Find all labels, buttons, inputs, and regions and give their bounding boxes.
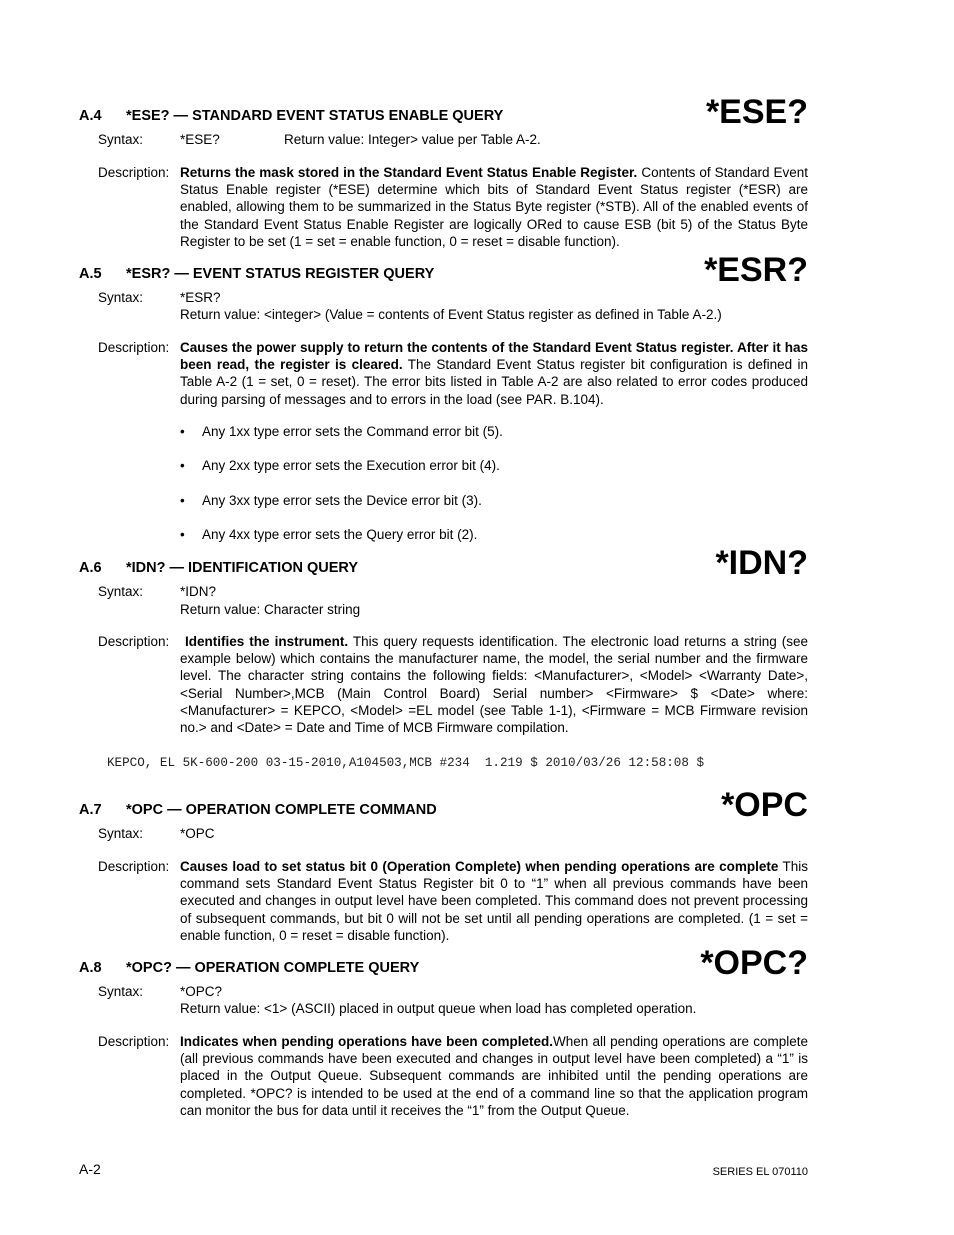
big-title-ese: *ESE? [705, 93, 808, 131]
section-heading-a4 [79, 107, 503, 125]
description-bold: Identifies the instrument. [185, 634, 349, 649]
description-rest: This query requests identification. The electronic load returns a string (see example below) which contains the manufacturer name, the model, the serial number and the firmware level. The character string contains the following fields: <Manufacturer>, <Model> <Warranty Date>,<Serial Number>,MCB (Main Control Board) Serial number> <Firmware> $ <Date> where: <Manufacturer> = KEPCO, <Model> =EL model (see Table 1-1), <Firmware = MCB Firmware revision no.> and <Date> = Date and Time of MCB Firmware compilation. [180, 634, 808, 736]
description-label: Description: [98, 1034, 170, 1049]
big-title-opc: *OPC [721, 786, 808, 824]
description-label: Description: [98, 165, 170, 180]
section-number: A.6 [79, 560, 102, 576]
description-rest: When all pending operations are complete (all previous commands have been executed and changes in output level have been completed) a “1” is placed in the Output Queue. Subsequent commands are inhibited until the pending operations are completed. *OPC? is intended to be used at the end of a command line so that the application program can monitor the bus for data until it receives the “1” from the Output Queue. [180, 1034, 808, 1118]
description-text [180, 164, 808, 250]
description-rest: This command sets Standard Event Status Register bit 0 to “1” when all previous commands have been executed and changes in output level have been completed. This command does not prevent processing of subsequent commands, but bit 0 will not be set until all pending operations are completed. (1 = set = enable function, 0 = reset = disable function). [180, 859, 808, 943]
syntax-label: Syntax: [98, 132, 144, 147]
section-title: *OPC — OPERATION COMPLETE COMMAND [126, 802, 437, 818]
description-text [180, 339, 808, 408]
section-number: A.8 [79, 960, 102, 976]
section-title: *OPC? — OPERATION COMPLETE QUERY [126, 960, 420, 976]
big-title-opc-query: *OPC? [700, 944, 808, 982]
section-heading-a7 [79, 801, 437, 819]
section-title: *ESR? — EVENT STATUS REGISTER QUERY [126, 266, 435, 282]
return-value: Return value: Character string [180, 602, 361, 617]
big-title-esr: *ESR? [704, 251, 808, 289]
return-value: Return value: <1> (ASCII) placed in output queue when load has completed operation. [180, 1001, 697, 1016]
syntax-label: Syntax: [98, 826, 144, 841]
list-item: • Any 3xx type error sets the Device error bit (3). [180, 493, 482, 508]
big-title-idn: *IDN? [715, 544, 808, 582]
description-bold: Returns the mask stored in the Standard Event Status Enable Register. [180, 165, 638, 180]
syntax-value: *ESR? [180, 290, 221, 305]
return-value: Return value: <integer> (Value = contents of Event Status register as defined in Table A-2.) [180, 307, 722, 322]
description-bold: Causes load to set status bit 0 (Operation Complete) when pending operations are complete [180, 859, 779, 874]
description-rest: Contents of Standard Event Status Enable register (*ESE) determine which bits of Standard Event Status register (*ESR) are enabled, allowing them to be summarized in the Status Byte register (*STB). All of the enabled events of the Standard Event Status Enable Register are logically ORed to cause ESB (bit 5) of the Status Byte Register to be set (1 = set = enable function, 0 = reset = disable function). [180, 165, 808, 249]
return-value: Return value: Integer> value per Table A-2. [284, 132, 541, 147]
list-item: • Any 1xx type error sets the Command error bit (5). [180, 424, 503, 439]
section-title: *ESE? — STANDARD EVENT STATUS ENABLE QUERY [126, 108, 504, 124]
section-title: *IDN? — IDENTIFICATION QUERY [126, 560, 358, 576]
section-heading-a8 [79, 959, 419, 977]
description-text [180, 1033, 808, 1119]
section-number: A.5 [79, 266, 102, 282]
syntax-label: Syntax: [98, 290, 144, 305]
section-heading-a6 [79, 559, 358, 577]
page-number: A-2 [79, 1161, 101, 1177]
syntax-label: Syntax: [98, 584, 144, 599]
section-heading-a5 [79, 265, 434, 283]
section-number: A.4 [79, 108, 102, 124]
syntax-label: Syntax: [98, 984, 144, 999]
section-number: A.7 [79, 802, 102, 818]
description-label: Description: [98, 859, 170, 874]
description-rest: The Standard Event Status register bit configuration is defined in Table A-2 (1 = set, 0 = reset). The error bits listed in Table A-2 are also related to error codes produced during parsing of messages and to errors in the load (see PAR. B.104). [180, 357, 808, 407]
syntax-value: *IDN? [180, 584, 217, 599]
list-item: • Any 4xx type error sets the Query error bit (2). [180, 527, 478, 542]
syntax-value: *ESE? [180, 132, 220, 147]
series-label: SERIES EL 070110 [712, 1166, 808, 1178]
syntax-value: *OPC [180, 826, 215, 841]
description-text [180, 858, 808, 944]
description-bold: Causes the power supply to return the contents of the Standard Event Status register. After it has been read, the register is cleared. [180, 340, 808, 373]
description-label: Description: [98, 634, 170, 649]
list-item: • Any 2xx type error sets the Execution error bit (4). [180, 458, 500, 473]
syntax-value: *OPC? [180, 984, 223, 999]
description-label: Description: [98, 340, 170, 355]
idn-example-string: KEPCO, EL 5K-600-200 03-15-2010,A104503,MCB #234 1.219 $ 2010/03/26 12:58:08 $ [107, 756, 705, 770]
description-bold: Indicates when pending operations have been completed. [180, 1034, 554, 1049]
description-text [180, 633, 808, 736]
